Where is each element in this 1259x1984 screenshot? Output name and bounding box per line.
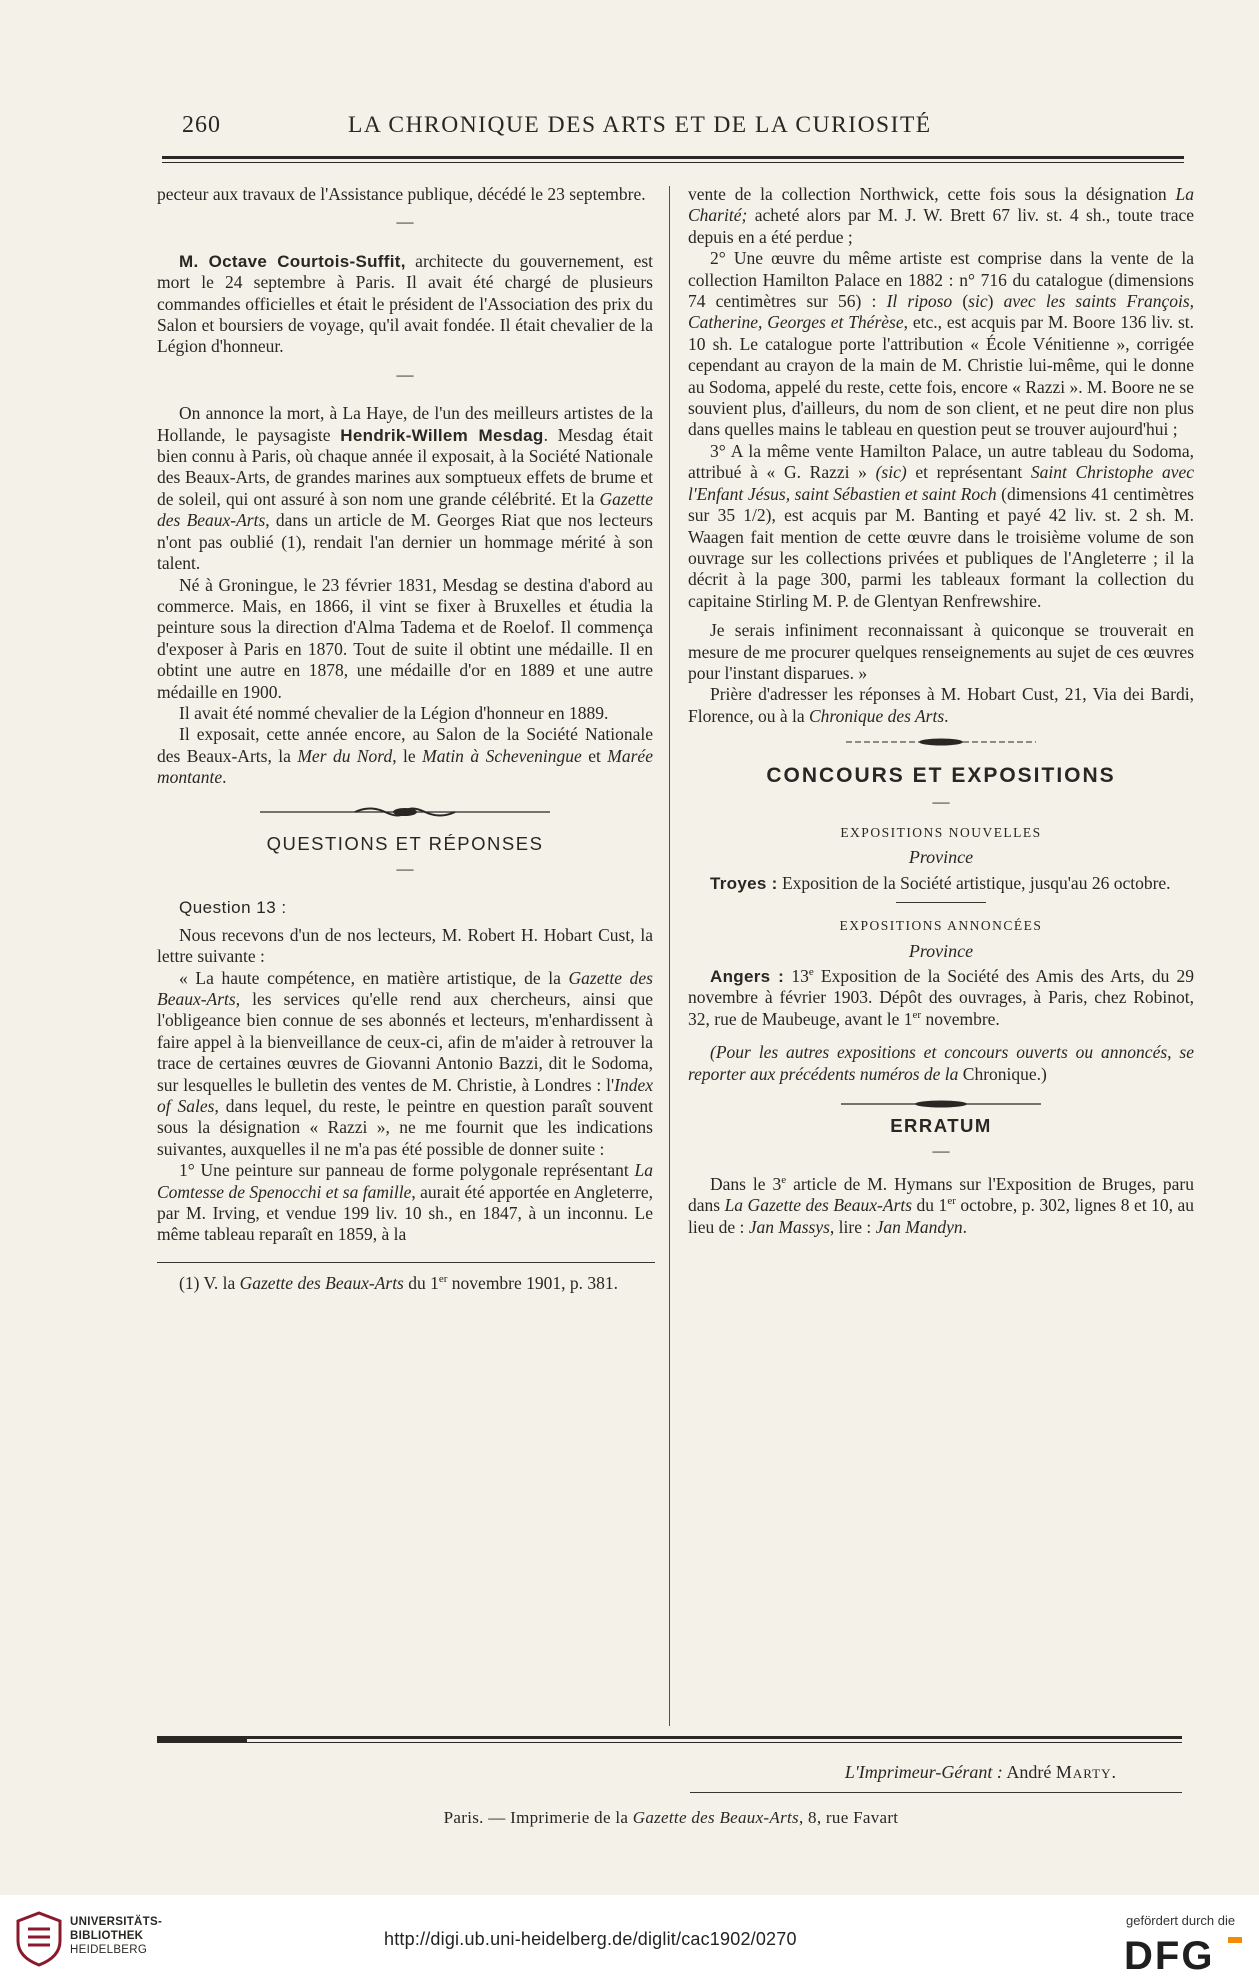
header-rule-thin bbox=[162, 162, 1184, 163]
imprimeur-rule bbox=[690, 1792, 1182, 1793]
column-divider bbox=[669, 186, 670, 1726]
person-name: M. Octave Courtois-Suffit, bbox=[179, 251, 406, 271]
svg-text:DFG: DFG bbox=[1124, 1934, 1215, 1973]
entry-angers: Angers : 13e Exposition de la Société des Amis des Arts, du 29 novembre à février 1903. Dépôt des ouvrages, à Paris, chez Robinot, 32, rue de Maubeuge, avant le 1er novembre. bbox=[688, 966, 1195, 1029]
separator-dash: — bbox=[396, 858, 414, 878]
separator-dash: — bbox=[932, 1141, 950, 1161]
subheading-province: Province bbox=[908, 940, 974, 961]
digitization-footer bbox=[0, 1895, 1259, 1984]
university-seal-icon bbox=[14, 1911, 64, 1967]
page-header bbox=[160, 112, 1180, 152]
entry-troyes: Troyes : Exposition de la Société artistique, jusqu'au 26 octobre. bbox=[710, 872, 1171, 893]
paragraph-thanks: Je serais infiniment reconnaissant à quiconque se trouverait en mesure de me procurer quelques renseignements au sujet de ces œuvres pour l'instant disparues. » bbox=[688, 620, 1194, 683]
footnote: (1) V. la Gazette des Beaux-Arts du 1er novembre 1901, p. 381. bbox=[179, 1272, 619, 1293]
paragraph-question-intro: Nous recevons d'un de nos lecteurs, M. Robert H. Hobart Cust, la lettre suivante : bbox=[157, 924, 653, 967]
right-column bbox=[688, 184, 1194, 1238]
paragraph-northwick: vente de la collection Northwick, cette fois sous la désignation La Charité; acheté alors par M. J. W. Brett 67 liv. st. 4 sh., toute trace depuis en a été perdue ; bbox=[688, 184, 1194, 247]
bottom-rule bbox=[157, 1736, 1182, 1739]
header-rule bbox=[162, 156, 1184, 159]
paragraph-item-2: 2° Une œuvre du même artiste est comprise dans la vente de la collection Hamilton Palace en 1882 : n° 716 du catalogue (dimensions 74 centimètres sur 56) : Il riposo (sic) avec les saints François, Catherine, Georges et Thérèse, etc., est acquis par M. Boore 136 liv. st. 10 sh. Le catalogue porte l'attribution « École Vénitienne », corrigée cependant au crayon de la main de M. Christie lui-même, qui le donne au Sodoma, appelé du reste, cette fois, encore « Razzi ». M. Boore ne se souvient plus, d'ailleurs, du nom de son client, et ne peut dire non plus dans quelles mains le tableau en question peut se trouver aujourd'hui ; bbox=[688, 248, 1195, 440]
person-name: Hendrik-Willem Mesdag bbox=[340, 425, 544, 445]
paragraph-note: (Pour les autres expositions et concours ouverts ou annoncés, se reporter aux précédents numéros de la Chronique.) bbox=[688, 1042, 1194, 1084]
paragraph-courtois: M. Octave Courtois-Suffit, architecte du gouvernement, est mort le 24 septembre à Paris. Il avait été chargé de plusieurs commandes officielles et était le président de l'Association des prix du Salon et boursiers de voyage, qu'il avait fondée. Il était chevalier de la Légion d'honneur. bbox=[157, 250, 654, 357]
bottom-rule-thin bbox=[157, 1742, 1182, 1743]
footnote-rule bbox=[157, 1262, 655, 1263]
section-title-concours: CONCOURS ET EXPOSITIONS bbox=[766, 764, 1116, 788]
printer-line: Paris. — Imprimerie de la Gazette des Beaux-Arts, 8, rue Favart bbox=[443, 1808, 899, 1827]
fleuron-ornament bbox=[841, 1099, 1041, 1109]
subheading-province: Province bbox=[908, 847, 974, 868]
separator-dash: — bbox=[396, 212, 414, 232]
section-title-erratum: ERRATUM bbox=[890, 1115, 992, 1137]
paragraph-assistance: pecteur aux travaux de l'Assistance publique, décédé le 23 septembre. bbox=[157, 184, 646, 204]
city-name: Troyes : bbox=[710, 873, 778, 893]
short-rule bbox=[896, 902, 986, 903]
city-name: Angers : bbox=[710, 967, 785, 986]
fleuron-ornament bbox=[836, 737, 1046, 747]
subheading-annoncees: EXPOSITIONS ANNONCÉES bbox=[839, 918, 1043, 934]
imprimeur-gerant: L'Imprimeur-Gérant : André Marty. bbox=[844, 1762, 1116, 1782]
paragraph-erratum: Dans le 3e article de M. Hymans sur l'Exposition de Bruges, paru dans La Gazette des Beaux-Arts du 1er octobre, p. 302, lignes 8 et 10, au lieu de : Jan Massys, lire : Jan Mandyn. bbox=[688, 1173, 1194, 1237]
question-label: Question 13 : bbox=[179, 898, 287, 918]
paragraph-mesdag-salon: Il exposait, cette année encore, au Salon de la Société Nationale des Beaux-Arts, la Mer du Nord, le Matin à Scheveningue et Marée montante. bbox=[157, 724, 653, 788]
funding-caption: gefördert durch die bbox=[1126, 1913, 1236, 1928]
paragraph-mesdag-legion: Il avait été nommé chevalier de la Légion d'honneur en 1889. bbox=[179, 702, 609, 723]
paragraph-item-3: 3° A la même vente Hamilton Palace, un autre tableau du Sodoma, attribué à « G. Razzi » (sic) et représentant Saint Christophe avec l'Enfant Jésus, saint Sébastien et saint Roch (dimensions 41 centimètres sur 35 1/2), est acquis par M. Banting et payé 42 liv. st. 2 sh. M. Waagen fait mention de cette œuvre dans le troisième volume de son ouvrage sur les collections privées et publiques de l'Angleterre ; il la décrit à la page 300, parmi les tableaux formant la collection du capitaine Stirling M. P. de Glentyan Renfrewshire. bbox=[688, 440, 1195, 611]
digital-library-link[interactable]: http://digi.ub.uni-heidelberg.de/diglit/cac1902/0270 bbox=[384, 1929, 797, 1949]
dfg-logo-icon bbox=[1120, 1933, 1246, 1973]
university-library-name: UNIVERSITÄTS- BIBLIOTHEK HEIDELBERG bbox=[70, 1916, 163, 1956]
paragraph-item-1: 1° Une peinture sur panneau de forme polygonale représentant La Comtesse de Spenocchi et sa famille, aurait été apportée en Angleterre, par M. Irving, et vendue 199 liv. 10 sh., en 1847, à un inconnu. Le même tableau reparaît en 1859, à la bbox=[157, 1160, 653, 1245]
section-title-questions: QUESTIONS ET RÉPONSES bbox=[266, 832, 544, 854]
paragraph-letter: « La haute compétence, en matière artistique, de la Gazette des Beaux-Arts, les services qu'elle rend aux chercheurs, ainsi que l'obligeance bien connue de ses abonnés et lecteurs, m'enhardissent à faire appel à la bienveillance de ceux-ci, afin de m'aider à retrouver la trace de certaines œuvres de Giovanni Antonio Bazzi, dit le Sodoma, sur lesquelles le bulletin des ventes de M. Christie, à Londres : l'Index of Sales, dans lequel, du reste, le peintre en question paraît souvent sous la désignation « Razzi », ne me fournit que les indications suivantes, auxquelles il ne m'a pas été possible de donner suite : bbox=[157, 967, 653, 1159]
running-title: LA CHRONIQUE DES ARTS ET DE LA CURIOSITÉ bbox=[348, 112, 932, 138]
bottom-rule-mark bbox=[157, 1738, 247, 1742]
separator-dash: — bbox=[396, 364, 414, 384]
fleuron-ornament bbox=[260, 805, 550, 819]
paragraph-mesdag-bio: Né à Groningue, le 23 février 1831, Mesdag se destina d'abord au commerce. Mais, en 1866, il vint se fixer à Bruxelles et étudia la peinture sous la direction d'Alma Tadema et de Roelof. Il commença d'exposer à Paris en 1870. Tout de suite il obtint une médaille. Il en obtint une autre en 1878, une médaille d'or en 1889 et une autre médaille en 1900. bbox=[157, 574, 653, 702]
page-number: 260 bbox=[182, 112, 221, 138]
separator-dash: — bbox=[932, 791, 950, 811]
paragraph-address: Prière d'adresser les réponses à M. Hobart Cust, 21, Via dei Bardi, Florence, ou à la Chronique des Arts. bbox=[688, 684, 1194, 726]
paragraph-mesdag: On annonce la mort, à La Haye, de l'un des meilleurs artistes de la Hollande, le paysagiste Hendrik-Willem Mesdag. Mesdag était bien connu à Paris, où chaque année il exposait, à la Société Nationale des Beaux-Arts, de grandes marines aux somptueux effets de brume et de soleil, qui ont assuré à son nom une grande célébrité. Et la Gazette des Beaux-Arts, dans un article de M. Georges Riat que nos lecteurs n'ont pas oublié (1), rendait l'an dernier un hommage mérité à son talent. bbox=[157, 403, 653, 574]
subheading-nouvelles: EXPOSITIONS NOUVELLES bbox=[840, 824, 1042, 840]
left-column bbox=[157, 184, 653, 1294]
